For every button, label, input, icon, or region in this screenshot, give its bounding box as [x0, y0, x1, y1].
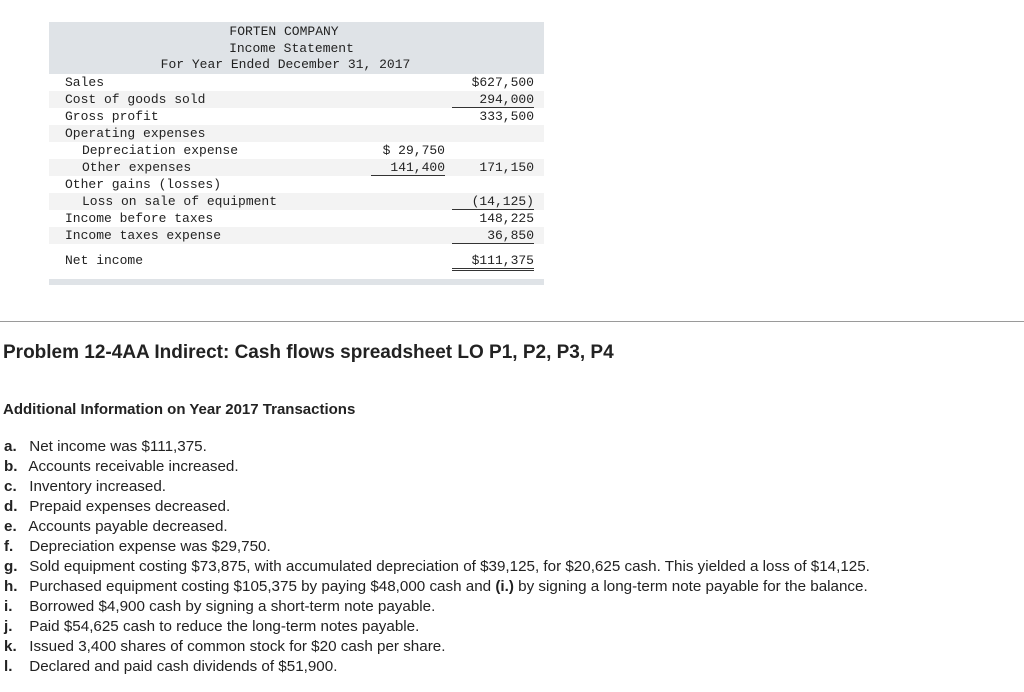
row-label: Other gains (losses) [65, 176, 222, 192]
row-net-income [49, 252, 544, 269]
list-item [4, 437, 870, 457]
item-text: Prepaid expenses decreased. [29, 498, 231, 515]
item-key: e. [4, 518, 17, 535]
spacer [49, 244, 544, 252]
row-label: Depreciation expense [82, 142, 239, 158]
list-item [4, 617, 870, 637]
item-subkey: (i.) [495, 578, 514, 595]
item-key: i. [4, 598, 13, 615]
item-text: Depreciation expense was $29,750. [29, 538, 271, 555]
row-label: Net income [65, 252, 144, 268]
row-loss-on-sale [49, 193, 544, 210]
transaction-list [4, 437, 870, 677]
list-item [4, 557, 870, 577]
item-key: b. [4, 458, 18, 475]
list-item [4, 457, 870, 477]
row-income-before-taxes [49, 210, 544, 227]
item-text: Sold equipment costing $73,875, with accumulated depreciation of $39,125, for $20,625 cash. This yielded a loss of $14,125. [29, 558, 870, 575]
list-item [4, 517, 870, 537]
item-key: d. [4, 498, 18, 515]
row-income-taxes [49, 227, 544, 244]
row-total: 333,500 [479, 108, 534, 124]
row-total: (14,125) [452, 193, 534, 210]
row-sales [49, 74, 544, 91]
row-total: 36,850 [452, 227, 534, 244]
list-item [4, 497, 870, 517]
row-label: Income before taxes [65, 210, 214, 226]
list-item [4, 477, 870, 497]
row-depreciation [49, 142, 544, 159]
item-key: k. [4, 638, 17, 655]
income-statement [49, 22, 544, 285]
item-text: Accounts payable decreased. [28, 518, 228, 535]
list-item [4, 637, 870, 657]
item-key: h. [4, 578, 18, 595]
row-label: Loss on sale of equipment [82, 193, 278, 209]
row-label: Operating expenses [65, 125, 206, 141]
statement-footer-bar [49, 279, 544, 285]
item-text: by signing a long-term note payable for the balance. [518, 578, 868, 595]
item-text: Inventory increased. [29, 478, 166, 495]
row-label: Other expenses [82, 159, 192, 175]
statement-period: For Year Ended December 31, 2017 [160, 57, 411, 72]
row-total: 148,225 [479, 210, 534, 226]
item-key: f. [4, 538, 14, 555]
item-text: Issued 3,400 shares of common stock for $20 cash per share. [29, 638, 446, 655]
item-text: Accounts receivable increased. [28, 458, 239, 475]
statement-header [49, 22, 544, 74]
row-label: Cost of goods sold [65, 91, 206, 107]
problem-subtitle: Additional Information on Year 2017 Transactions [3, 401, 356, 418]
list-item [4, 597, 870, 617]
row-total: $111,375 [452, 252, 534, 269]
item-key: j. [4, 618, 13, 635]
row-total: $627,500 [471, 74, 534, 90]
list-item [4, 657, 870, 677]
item-text: Net income was $111,375. [29, 438, 207, 455]
item-key: c. [4, 478, 17, 495]
item-text: Borrowed $4,900 cash by signing a short-term note payable. [29, 598, 436, 615]
row-gross-profit [49, 108, 544, 125]
list-item [4, 537, 870, 557]
row-label: Sales [65, 74, 105, 90]
item-key: l. [4, 658, 13, 675]
row-other-expenses [49, 159, 544, 176]
row-label: Gross profit [65, 108, 159, 124]
item-key: g. [4, 558, 18, 575]
row-label: Income taxes expense [65, 227, 222, 243]
statement-name: Income Statement [229, 40, 354, 56]
problem-title: Problem 12-4AA Indirect: Cash flows spreadsheet LO P1, P2, P3, P4 [3, 342, 614, 363]
row-amount: 141,400 [371, 159, 445, 176]
row-total: 171,150 [479, 159, 534, 175]
item-text: Declared and paid cash dividends of $51,900. [29, 658, 338, 675]
row-amount: $ 29,750 [382, 142, 445, 158]
item-text: Paid $54,625 cash to reduce the long-term notes payable. [29, 618, 420, 635]
row-operating-expenses [49, 125, 544, 142]
list-item [4, 577, 870, 597]
row-other-gains [49, 176, 544, 193]
row-total: 294,000 [452, 91, 534, 108]
company-name: FORTEN COMPANY [229, 24, 339, 39]
row-cogs [49, 91, 544, 108]
item-key: a. [4, 438, 17, 455]
item-text: Purchased equipment costing $105,375 by paying $48,000 cash and [29, 578, 492, 595]
